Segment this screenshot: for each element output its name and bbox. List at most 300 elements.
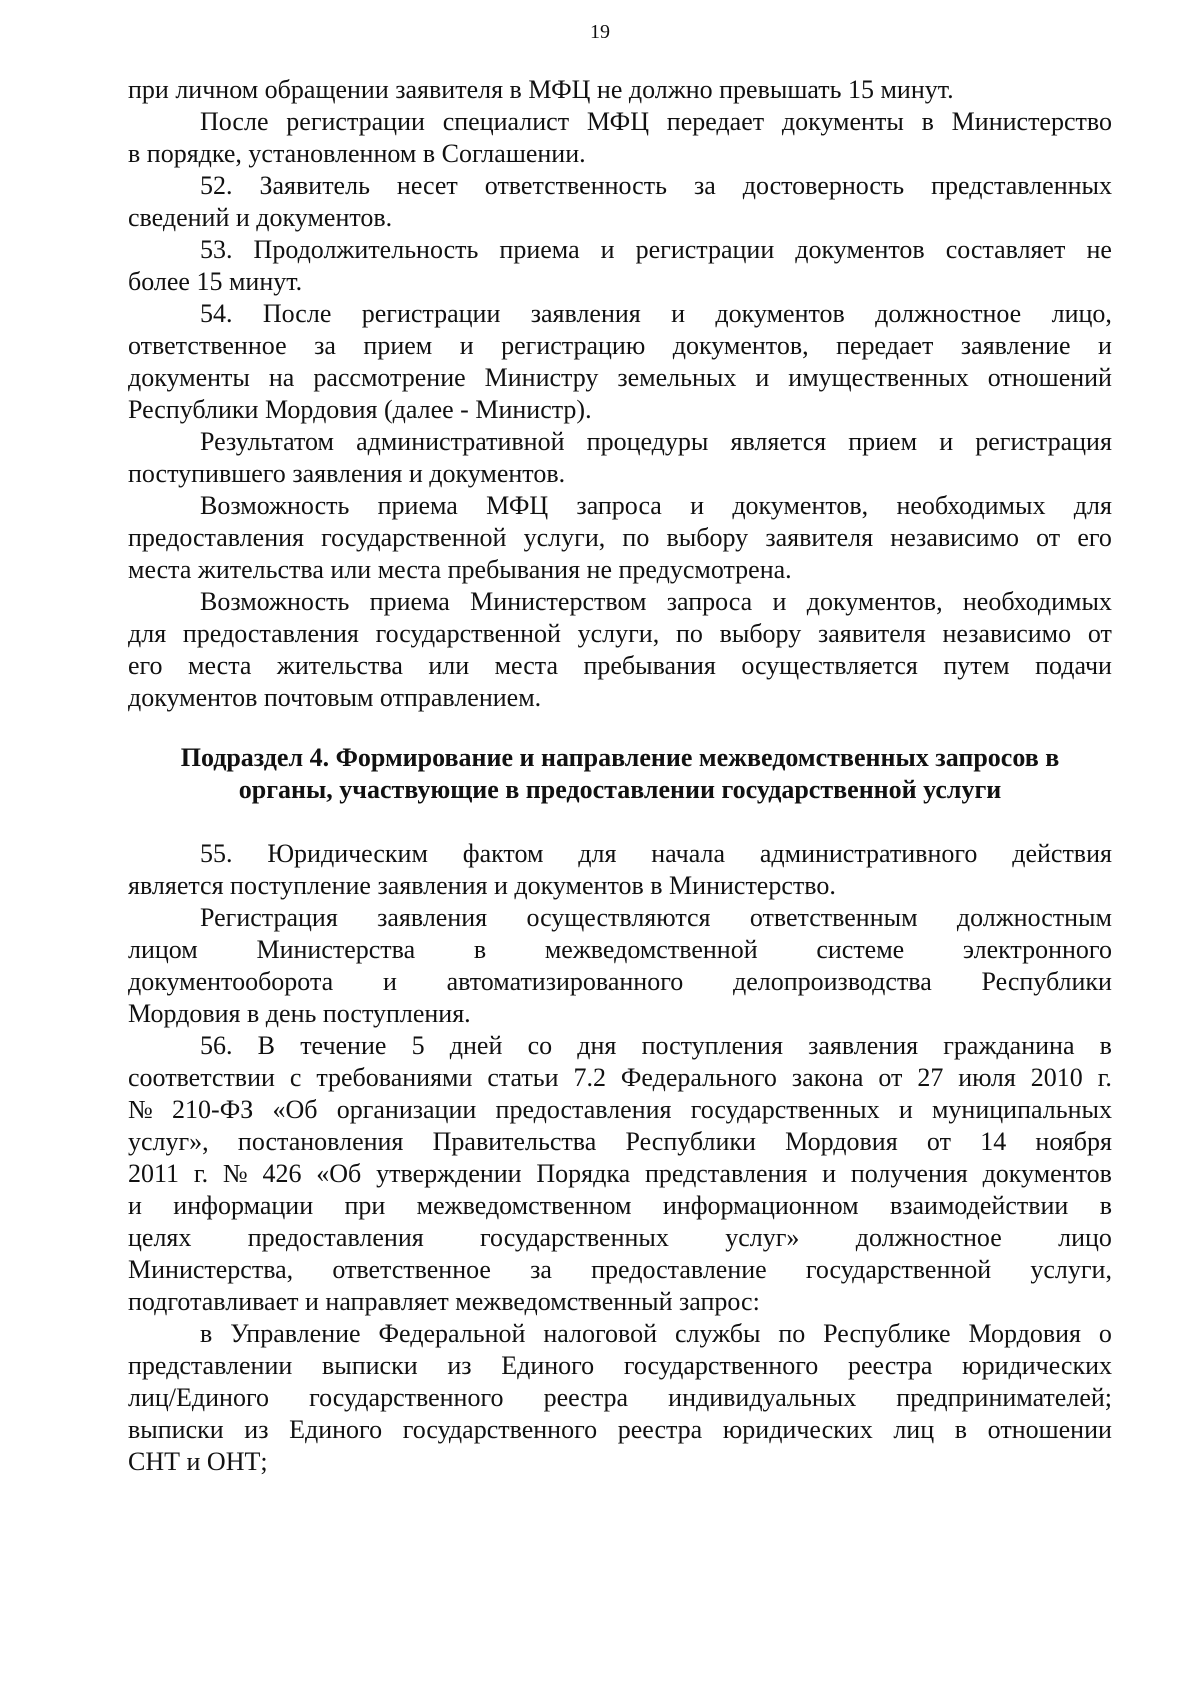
word: Порядка [536,1159,631,1188]
text-line [128,618,1112,650]
word: документы [781,107,904,136]
word: услуги, [523,523,606,552]
word: налоговой [543,1319,658,1348]
word: не [586,555,613,584]
word: гражданина [943,1031,1075,1060]
word: не [1086,235,1112,264]
word: соответствии [128,1063,275,1092]
word: подготавливает [128,1287,299,1316]
word: жительства [276,651,403,680]
word: документов. [429,459,566,488]
word: ответственность [484,171,667,200]
word: ОНТ; [206,1447,268,1476]
word: МФЦ [528,75,591,104]
word: электронного [962,935,1112,964]
word: и [459,331,474,360]
word: государственного [309,1383,504,1412]
word: юридических [962,1351,1112,1380]
word: После [200,107,269,136]
text-line [128,554,1112,586]
word: 15 [196,267,223,296]
word: земельных [617,363,737,392]
word: в [1099,1031,1112,1060]
word: необходимых [896,491,1046,520]
word: (далее [383,395,454,424]
word: заявления [808,1031,919,1060]
word: превышать [719,75,842,104]
text-line [128,838,1112,870]
paragraph-54 [128,298,1112,426]
word: выбору [666,523,749,552]
word: 27 [917,1063,944,1092]
word: и [408,459,423,488]
word: обращении [264,75,389,104]
word: достоверность [742,171,905,200]
word: Управление [230,1319,361,1348]
word: административной [356,427,565,456]
word: административного [759,839,978,868]
word: передает [666,107,765,136]
word: поступившего [128,459,286,488]
text-line [128,1414,1112,1446]
word: представленных [931,171,1112,200]
word: услуги, [577,619,660,648]
word: при [344,1191,386,1220]
word: межведомственный [455,1287,673,1316]
text-line [128,426,1112,458]
word: № [128,1095,153,1124]
text-line [128,1286,1112,1318]
word: Возможность [200,587,350,616]
word: заявителя [765,523,874,552]
word: является [128,871,224,900]
word: Республики [128,395,259,424]
word: Продолжительность [253,235,479,264]
word: и [235,203,250,232]
text-line [128,902,1112,934]
word: лиц/Единого [128,1383,269,1412]
word: в [650,871,663,900]
word: более [128,267,190,296]
word: организации [336,1095,477,1124]
word: заявления [377,903,488,932]
word: реестра [543,1383,629,1412]
text-line [128,234,1112,266]
word: в [509,75,522,104]
word: утверждении [376,1159,522,1188]
word: Возможность [200,491,350,520]
word: подачи [1035,651,1112,680]
word: документов, [672,331,809,360]
word: ответственное [128,331,287,360]
word: 52. [200,171,233,200]
word: с [289,1063,302,1092]
word: «Об [272,1095,318,1124]
word: день [265,999,317,1028]
text-line [128,330,1112,362]
word: - [460,395,469,424]
word: и [898,1095,913,1124]
word: взаимодействии [889,1191,1069,1220]
word: запроса [576,491,662,520]
word: и [772,587,787,616]
text-line [128,966,1112,998]
word: Мордовия [128,999,241,1028]
word: получения [850,1159,968,1188]
word: Федерального [620,1063,777,1092]
text-line [128,1094,1112,1126]
word: процедуры [586,427,709,456]
word: муниципальных [931,1095,1112,1124]
word: Республики [625,1127,756,1156]
word: независимо [942,619,1072,648]
word: составляет [945,235,1066,264]
word: целях [128,1223,192,1252]
word: 15 [847,75,874,104]
word: 210-ФЗ [172,1095,254,1124]
word: 426 [262,1159,302,1188]
text-line [128,266,1112,298]
text-line [128,1222,1112,1254]
paragraph-after-registration [128,106,1112,170]
word: регистрации [286,107,425,136]
word: лицо, [1051,299,1112,328]
paragraph-55 [128,838,1112,902]
word: государственного [402,1415,598,1444]
word: государственной [375,619,561,648]
word: заявителя [395,75,504,104]
text-line [128,934,1112,966]
word: от [878,1063,903,1092]
text-line [128,870,1112,902]
word: предоставления [182,619,359,648]
text-line [128,1062,1112,1094]
word: представления [644,1159,808,1188]
word: 2010 [1030,1063,1083,1092]
paragraph-ministry-possibility [128,586,1112,714]
word: почтовым [263,683,374,712]
word: места [377,555,442,584]
word: МФЦ [486,491,549,520]
paragraph-result [128,426,1112,490]
word: делопроизводства [732,967,932,996]
word: жительства [197,555,324,584]
word: системе [816,935,905,964]
word: Министерство. [669,871,836,900]
word: постановления [237,1127,404,1156]
heading-spacer-top [128,714,1112,742]
word: в [921,107,934,136]
text-line [128,998,1112,1030]
text-line [128,682,1112,714]
word: Правительства [432,1127,597,1156]
word: 14 [980,1127,1007,1156]
word: от [1087,619,1112,648]
text-line [128,202,1112,234]
word: регистрация [975,427,1112,456]
word: индивидуальных [668,1383,857,1412]
word: по [675,619,703,648]
word: предоставления [247,1223,424,1252]
word: предусмотрена. [618,555,792,584]
word: Министерством [470,587,647,616]
paragraph-mfc-possibility [128,490,1112,586]
word: документы [128,363,250,392]
word: МФЦ [586,107,649,136]
text-line [128,74,1112,106]
text-line [128,1158,1112,1190]
word: представлении [128,1351,293,1380]
text-line [128,1030,1112,1062]
word: предоставление [591,1255,767,1284]
word: закона [791,1063,864,1092]
word: передает [836,331,934,360]
heading-line: органы, участвующие в предоставлении государственной услуги [238,775,1002,804]
text-line [128,394,1112,426]
text-line [128,362,1112,394]
text-line [128,170,1112,202]
word: регистрацию [501,331,646,360]
word: Министерства [256,935,416,964]
word: После [262,299,332,328]
word: лицо [1058,1223,1112,1252]
word: направляет [325,1287,449,1316]
word: межведомственном [416,1191,632,1220]
word: в [954,1415,968,1444]
text-line [128,522,1112,554]
text-line [128,1382,1112,1414]
word: требованиями [316,1063,473,1092]
word: и [305,1287,319,1316]
word: документов [795,235,925,264]
text-line [128,1318,1112,1350]
word: выписки [321,1351,418,1380]
word: и [493,871,508,900]
word: места [128,555,192,584]
word: от [1036,523,1061,552]
word: Министр). [475,395,592,424]
word: приема [499,235,580,264]
word: минут. [228,267,303,296]
text-line [128,138,1112,170]
word: регистрации [361,299,501,328]
word: рассмотрение [313,363,466,392]
word: запроса [666,587,753,616]
word: информации [173,1191,314,1220]
text-line [128,1190,1112,1222]
word: при [128,75,169,104]
word: должно [628,75,713,104]
word: в [247,999,260,1028]
text-line [128,298,1112,330]
word: ответственным [749,903,918,932]
word: из [244,1415,269,1444]
word: течение [300,1031,387,1060]
word: осуществляется [741,651,918,680]
subsection-heading [128,742,1112,806]
word: и [1097,331,1112,360]
word: Мордовия [968,1319,1082,1348]
word: должностным [956,903,1112,932]
word: и [600,235,615,264]
word: юридических [722,1415,873,1444]
paragraph-56 [128,1030,1112,1318]
word: отношении [987,1415,1112,1444]
word: ответственное [332,1255,491,1284]
word: для [128,619,167,648]
word: прием [363,331,433,360]
word: Республике [823,1319,951,1348]
word: установленном [248,139,417,168]
word: и [939,427,954,456]
word: «Об [316,1159,362,1188]
word: службы [674,1319,761,1348]
word: и [690,491,705,520]
word: государственной [321,523,507,552]
word: отправлением. [379,683,542,712]
word: 2011 [128,1159,180,1188]
word: независимо [890,523,1019,552]
word: заявления [292,459,403,488]
text-line [128,586,1112,618]
word: Министерства, [128,1255,294,1284]
word: минут. [880,75,954,104]
word: специалист [442,107,570,136]
paragraph-53 [128,234,1112,298]
word: фактом [462,839,544,868]
word: его [128,651,163,680]
word: реестра [847,1351,933,1380]
word: или [428,651,470,680]
word: поступления. [322,999,471,1028]
word: по [778,1319,806,1348]
word: Заявитель [259,171,370,200]
word: и [186,1447,201,1476]
word: приема [377,491,458,520]
word: дня [577,1031,617,1060]
word: документооборота [128,967,334,996]
word: заявления [530,299,641,328]
word: документов, [732,491,869,520]
word: лиц [893,1415,935,1444]
text-line [128,106,1112,138]
word: не [596,75,623,104]
heading-spacer-bottom [128,806,1112,838]
word: Юридическим [267,839,428,868]
word: 55. [200,839,233,868]
word: автоматизированного [446,967,684,996]
word: необходимых [962,587,1112,616]
text-line [128,490,1112,522]
word: 7.2 [573,1063,606,1092]
word: в [422,139,436,168]
word: в [473,935,487,964]
word: Единого [289,1415,383,1444]
word: его [1077,523,1112,552]
word: пребывания [447,555,581,584]
word: 53. [200,235,233,264]
word: является [730,427,827,456]
heading-line: Подраздел 4. Формирование и направление межведомственных запросов в [180,743,1060,772]
word: должностное [855,1223,1002,1252]
word: 5 [411,1031,425,1060]
word: и [382,967,397,996]
text-line [128,1254,1112,1286]
word: лицом [128,935,198,964]
word: начала [651,839,726,868]
word: регистрации [635,235,775,264]
word: услуг», [128,1127,209,1156]
word: имущественных [788,363,969,392]
word: из [447,1351,472,1380]
word: порядке, [146,139,242,168]
word: реестра [617,1415,703,1444]
word: запрос: [679,1287,760,1316]
word: о [1098,1319,1112,1348]
word: услуги, [1030,1255,1112,1284]
text-line [128,1350,1112,1382]
word: по [622,523,650,552]
document-body [128,74,1112,1478]
paragraph-registration [128,902,1112,1030]
word: государственных [690,1095,880,1124]
section-after-heading [128,838,1112,1478]
word: СНТ [128,1447,180,1476]
paragraph-continuation [128,74,1112,106]
word: осуществляются [526,903,711,932]
word: дней [449,1031,503,1060]
word: действия [1012,839,1112,868]
word: выбору [719,619,802,648]
word: документов. [256,203,393,232]
word: за [314,331,336,360]
text-line [128,1446,1112,1478]
word: ноября [1035,1127,1112,1156]
text-line [128,458,1112,490]
word: документов, [806,587,943,616]
word: за [530,1255,552,1284]
word: документов [128,683,258,712]
word: Республики [981,967,1112,996]
word: г. [1097,1063,1112,1092]
word: предоставления [128,523,304,552]
word: сведений [128,203,230,232]
word: Федеральной [378,1319,526,1348]
word: должностное [875,299,1022,328]
word: и [755,363,770,392]
word: в [200,1319,213,1348]
word: государственной [805,1255,992,1284]
word: Регистрация [200,903,338,932]
word: Министерство [951,107,1112,136]
paragraph-52 [128,170,1112,234]
word: со [527,1031,553,1060]
word: заявления [377,871,488,900]
text-line [128,650,1112,682]
word: места [494,651,558,680]
word: документов [715,299,845,328]
word: выписки [128,1415,224,1444]
word: места [188,651,252,680]
word: государственных [480,1223,669,1252]
section-before-heading [128,74,1112,714]
paragraph-fns [128,1318,1112,1478]
word: межведомственной [544,935,758,964]
word: прием [848,427,918,456]
word: и [128,1191,142,1220]
word: поступления [641,1031,783,1060]
word: информационном [662,1191,859,1220]
